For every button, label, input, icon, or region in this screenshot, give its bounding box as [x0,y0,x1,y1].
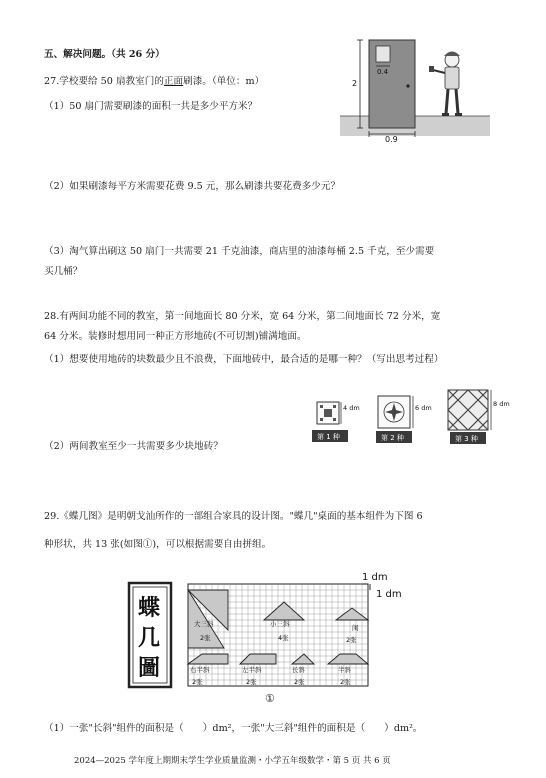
label-gate: 闺 [352,624,359,632]
tile-2-label: 第 2 种 [381,434,404,442]
q29-line2: 种形状，共 13 张(如图①)，可以根据需要自由拼组。 [44,539,272,550]
q27-stem-underlined: 正面 [163,76,184,87]
book-title-char-1: 蝶 [138,596,161,621]
q27-stem-after: 刷漆。（单位：m） [183,76,265,87]
q29-line1: 29.《蝶几图》是明朝戈汕所作的一部组合家具的设计图。"蝶几"桌面的基本组件为下图 6 [44,511,423,522]
q27-part2: （2）如果刷漆每平方米需要花费 9.5 元，那么刷漆共要花费多少元？ [44,181,341,192]
q27-door-figure [340,36,490,144]
grid-unit-label-side: 1 dm [376,589,402,600]
label-half-slant: 半斜 [338,666,351,674]
painter-icon [429,52,462,117]
count-left-half-slant: 2张 [246,678,257,686]
count-small-triangle: 4张 [278,634,289,642]
door-width-label: 0.9 [385,135,398,144]
tile-3-label: 第 3 种 [455,435,478,443]
door-window [376,46,390,62]
count-long-slant: 2张 [294,678,305,686]
figure-marker: ① [265,692,275,705]
q28-part1: （1）想要使用地砖的块数最少且不浪费，下面地砖中，最合适的是哪一种？（写出思考过程） [44,354,444,365]
door-height-label: 2 [352,79,358,88]
q27-part3-line1: （3）淘气算出刷这 50 扇门一共需要 21 千克油漆，商店里的油漆每桶 2.5 千克，至少需要 [44,246,435,257]
q27-stem-before: 27.学校要给 50 扇教室门的 [44,76,164,87]
book-title-char-3: 圖 [138,656,161,681]
label-right-half-slant: 右半斜 [190,666,210,674]
tile-3 [448,390,510,444]
q28-line1: 28.有两间功能不同的教室，第一间地面长 80 分米，宽 64 分米，第二间地面长 72 分米，宽 [44,311,441,322]
count-gate: 2张 [346,636,357,644]
label-long-slant: 长斜 [292,666,305,674]
page-footer: 2024—2025 学年度上期期末学生学业质量监测・小学五年级数学・第 5 页 共 6 页 [74,756,391,766]
q27-part1: （1）50 扇门需要刷漆的面积一共是多少平方米？ [44,101,258,112]
label-left-half-slant: 左半斜 [242,666,262,674]
book-title-char-2: 几 [138,626,161,651]
tile-2-size: 6 dm [415,404,432,412]
count-big-triangle: 2张 [200,634,211,642]
q28-part2: （2）两间教室至少一共需要多少块地砖？ [44,441,223,452]
count-half-slant: 2张 [340,678,351,686]
q29-grid-figure [180,568,402,698]
label-big-triangle: 大三斜 [194,620,214,628]
q29-book-cover [128,582,172,688]
q27-stem [44,75,264,88]
tile-1 [312,402,360,442]
count-right-half-slant: 2张 [192,678,203,686]
tile-3-size: 8 dm [493,400,510,408]
label-small-triangle: 小三斜 [270,620,290,628]
q28-line2: 64 分米。装修时想用同一种正方形地砖(不可切割)铺满地面。 [44,331,307,342]
tile-1-size: 4 dm [343,404,360,412]
section-heading: 五、解决问题。（共 26 分） [44,49,165,60]
q28-tiles-figure [308,388,510,448]
tile-1-label: 第 1 种 [317,433,340,441]
tile-2 [376,396,432,443]
q27-part3-line2: 买几桶？ [44,266,83,277]
window-width-label: 0.4 [377,68,389,76]
q29-part1: （1）一张"长斜"组件的面积是（ ）dm²，一张"大三斜"组件的面积是（ ）dm²。 [44,723,423,734]
grid-unit-label-top: 1 dm [362,572,388,583]
